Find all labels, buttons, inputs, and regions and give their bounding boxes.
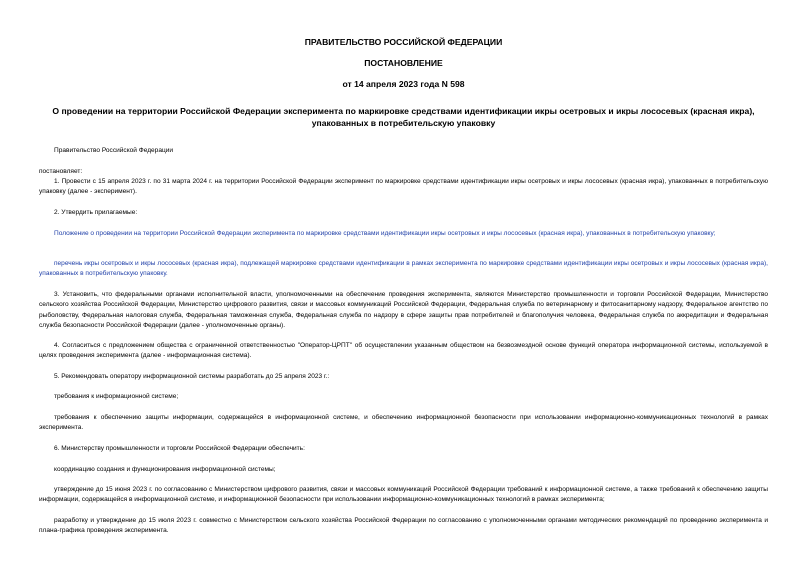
paragraph: 3. Установить, что федеральными органами исполнительной власти, уполномоченными на обеспечение проведения эксперимента, являются Министерство промышленности и торговли Российской Федерации, Министерство сельского хозяйства Российской Федерации, Министерство цифрового развития, связи и массовых коммуникаций Российской Федерации, Федеральная служба по ветеринарному и фитосанитарному надзору, Федеральное агентство по рыболовству, Федеральная налоговая служба, Федеральная таможенная служба, Федеральная служба по надзору в сфере защиты прав потребителей и благополучия человека, Федеральная служба по аккредитации и Федеральная служба безопасности Российской Федерации (далее - уполномоченные органы).: [39, 291, 768, 329]
paragraph: Правительство Российской Федерации: [54, 147, 174, 154]
paragraph: требования к обеспечению защиты информации, содержащейся в информационной системе, и обеспечению информационной безопасности при использовании информационно-коммуникационных технологий в рамках эксперимента.: [39, 414, 768, 432]
document-type: ПОСТАНОВЛЕНИЕ: [364, 58, 443, 68]
product-list-link[interactable]: перечень икры осетровых и икры лососевых (красная икра), подлежащей маркировке средствами идентификации в рамках эксперимента по маркировке средствами идентификации икры осетровых и икры лососевых (красная икра), упакованных в потребительскую упаковку.: [39, 260, 768, 278]
paragraph: координацию создания и функционирования информационной системы;: [54, 466, 276, 473]
paragraph: постановляет:: [39, 168, 83, 175]
paragraph: разработку и утверждение до 15 июля 2023 г. совместно с Министерством сельского хозяйства Российской Федерации по согласованию с уполномоченными органами методических рекомендаций по проведению эксперимента и плана-графика проведения эксперимента.: [39, 517, 768, 535]
paragraph: 1. Провести с 15 апреля 2023 г. по 31 марта 2024 г. на территории Российской Федерации эксперимент по маркировке средствами идентификации икры осетровых и икры лососевых (красная икра), упакованных в потребительскую упаковку (далее - эксперимент).: [39, 178, 768, 196]
regulation-link[interactable]: Положение о проведении на территории Российской Федерации эксперимента по маркировке средствами идентификации икры осетровых и икры лососевых (красная икра), упакованных в потребительскую упаковку;: [54, 230, 716, 237]
paragraph: 2. Утвердить прилагаемые:: [54, 209, 138, 216]
government-heading: ПРАВИТЕЛЬСТВО РОССИЙСКОЙ ФЕДЕРАЦИИ: [304, 37, 503, 47]
date-and-number: от 14 апреля 2023 года N 598: [342, 79, 465, 89]
paragraph: 6. Министерству промышленности и торговли Российской Федерации обеспечить:: [54, 445, 305, 452]
paragraph: 4. Согласиться с предложением общества с ограниченной ответственностью "Оператор-ЦРПТ" об осуществлении указанным обществом на безвозмездной основе функций оператора информационной системы, используемой в целях проведения эксперимента (далее - информационная система).: [39, 342, 768, 360]
paragraph: требования к информационной системе;: [54, 393, 179, 400]
paragraph: 5. Рекомендовать оператору информационной системы разработать до 25 апреля 2023 г.:: [54, 373, 330, 380]
document-title: О проведении на территории Российской Федерации эксперимента по маркировке средствами идентификации икры осетровых и икры лососевых (красная икра), упакованных в потребительскую упаковку: [52, 106, 755, 128]
paragraph: утверждение до 15 июня 2023 г. по согласованию с Министерством цифрового развития, связи и массовых коммуникаций Российской Федерации требований к информационной системе, а также требований к обеспечению защиты информации, содержащейся в информационной системе, и информационной безопасности при использовании информационно-коммуникационных технологий в рамках эксперимента;: [39, 486, 768, 504]
